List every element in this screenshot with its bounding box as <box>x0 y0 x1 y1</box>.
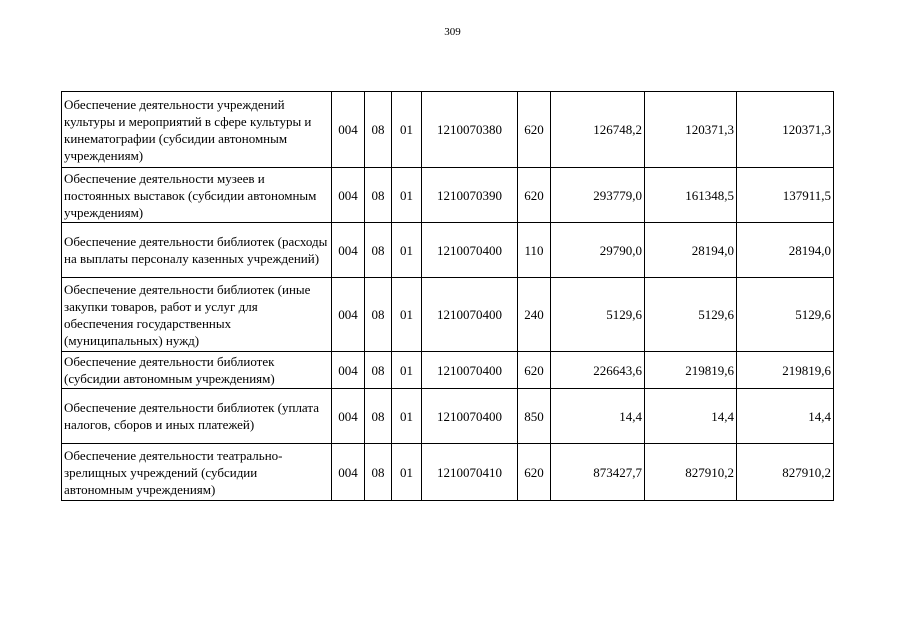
amount-2: 28194,0 <box>645 223 737 278</box>
subsection-code: 01 <box>392 389 422 444</box>
expense-code: 620 <box>518 352 551 389</box>
row-name: Обеспечение деятельности библиотек (уплата налогов, сборов и иных платежей) <box>62 389 332 444</box>
target-code: 1210070400 <box>422 223 518 278</box>
table-row <box>62 444 834 501</box>
section-code: 08 <box>365 352 392 389</box>
row-name: Обеспечение деятельности театрально-зрелищных учреждений (субсидии автономным учреждениям) <box>62 444 332 501</box>
ministry-code: 004 <box>332 223 365 278</box>
table-row <box>62 352 834 389</box>
section-code: 08 <box>365 389 392 444</box>
subsection-code: 01 <box>392 92 422 168</box>
row-name: Обеспечение деятельности библиотек (расходы на выплаты персоналу казенных учреждений) <box>62 223 332 278</box>
table-row <box>62 278 834 352</box>
amount-1: 126748,2 <box>551 92 645 168</box>
amount-1: 14,4 <box>551 389 645 444</box>
subsection-code: 01 <box>392 444 422 501</box>
subsection-code: 01 <box>392 168 422 223</box>
amount-2: 120371,3 <box>645 92 737 168</box>
amount-1: 29790,0 <box>551 223 645 278</box>
amount-1: 873427,7 <box>551 444 645 501</box>
table-row <box>62 223 834 278</box>
section-code: 08 <box>365 223 392 278</box>
amount-1: 226643,6 <box>551 352 645 389</box>
subsection-code: 01 <box>392 223 422 278</box>
subsection-code: 01 <box>392 352 422 389</box>
amount-3: 219819,6 <box>737 352 834 389</box>
expense-code: 110 <box>518 223 551 278</box>
section-code: 08 <box>365 278 392 352</box>
amount-3: 120371,3 <box>737 92 834 168</box>
amount-3: 28194,0 <box>737 223 834 278</box>
table-row <box>62 168 834 223</box>
expense-code: 620 <box>518 444 551 501</box>
section-code: 08 <box>365 92 392 168</box>
amount-1: 293779,0 <box>551 168 645 223</box>
ministry-code: 004 <box>332 352 365 389</box>
expense-code: 620 <box>518 168 551 223</box>
row-name: Обеспечение деятельности библиотек (субсидии автономным учреждениям) <box>62 352 332 389</box>
target-code: 1210070400 <box>422 389 518 444</box>
budget-table <box>61 91 834 501</box>
subsection-code: 01 <box>392 278 422 352</box>
expense-code: 850 <box>518 389 551 444</box>
table-row <box>62 92 834 168</box>
ministry-code: 004 <box>332 278 365 352</box>
ministry-code: 004 <box>332 168 365 223</box>
amount-3: 14,4 <box>737 389 834 444</box>
target-code: 1210070400 <box>422 278 518 352</box>
amount-2: 219819,6 <box>645 352 737 389</box>
ministry-code: 004 <box>332 444 365 501</box>
row-name: Обеспечение деятельности библиотек (иные закупки товаров, работ и услуг для обеспечения государственных (муниципальных) нужд) <box>62 278 332 352</box>
amount-2: 14,4 <box>645 389 737 444</box>
row-name: Обеспечение деятельности музеев и постоянных выставок (субсидии автономным учреждениям) <box>62 168 332 223</box>
expense-code: 240 <box>518 278 551 352</box>
row-name: Обеспечение деятельности учреждений культуры и мероприятий в сфере культуры и кинематографии (субсидии автономным учреждениям) <box>62 92 332 168</box>
target-code: 1210070380 <box>422 92 518 168</box>
target-code: 1210070410 <box>422 444 518 501</box>
amount-2: 161348,5 <box>645 168 737 223</box>
amount-3: 827910,2 <box>737 444 834 501</box>
amount-1: 5129,6 <box>551 278 645 352</box>
amount-2: 5129,6 <box>645 278 737 352</box>
expense-code: 620 <box>518 92 551 168</box>
section-code: 08 <box>365 444 392 501</box>
amount-3: 137911,5 <box>737 168 834 223</box>
table-row <box>62 389 834 444</box>
target-code: 1210070400 <box>422 352 518 389</box>
ministry-code: 004 <box>332 92 365 168</box>
page-number: 309 <box>444 26 461 38</box>
amount-3: 5129,6 <box>737 278 834 352</box>
ministry-code: 004 <box>332 389 365 444</box>
amount-2: 827910,2 <box>645 444 737 501</box>
target-code: 1210070390 <box>422 168 518 223</box>
section-code: 08 <box>365 168 392 223</box>
